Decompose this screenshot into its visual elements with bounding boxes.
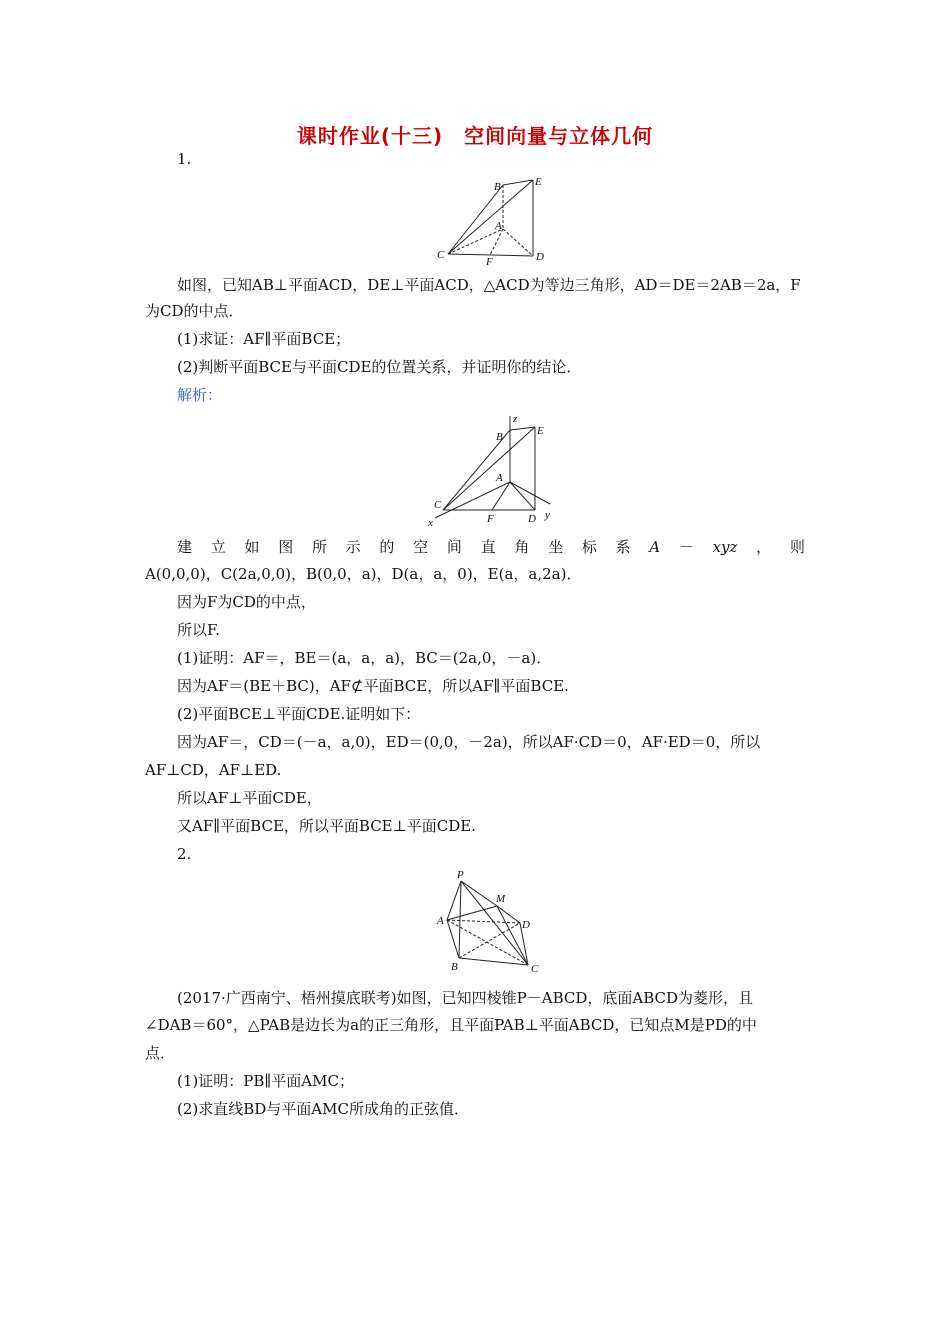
fig3-label-A: A [437, 915, 444, 927]
q1-solution-line-7: (2)平面BCE⊥平面CDE.证明如下： [177, 705, 421, 723]
question-1-number: 1. [177, 150, 192, 168]
fig2-label-B: B [496, 431, 503, 443]
fig3-label-D: D [522, 919, 530, 931]
fig1-label-A: A [495, 220, 502, 232]
figure-3 [432, 868, 547, 978]
fig2-label-x: x [428, 517, 433, 529]
q1-solution-line-4: 所以F. [177, 621, 220, 639]
question-2-number: 2. [177, 845, 192, 863]
fig2-label-z: z [513, 413, 518, 425]
fig1-label-F: F [486, 256, 493, 267]
q2-stem-line-1: (2017·广西南宁、梧州摸底联考)如图，已知四棱锥P－ABCD，底面ABCD为菱形，且 [177, 989, 754, 1007]
fig2-label-C: C [434, 499, 442, 511]
q2-part-1: (1)证明：PB∥平面AMC； [177, 1072, 354, 1090]
q1-solution-line-1: 建 立 如 图 所 示 的 空 间 直 角 坐 标 系 A － xyz ， 则 [177, 538, 805, 556]
q1-solution-line-2: A(0,0,0)，C(2a,0,0)，B(0,0，a)，D(a，a，0)，E(a，a,2a)． [145, 565, 582, 583]
fig2-label-D: D [528, 513, 536, 525]
q1-part-2: (2)判断平面BCE与平面CDE的位置关系，并证明你的结论． [177, 358, 582, 376]
analysis-label: 解析： [177, 386, 223, 404]
fig1-label-C: C [437, 249, 445, 261]
q1-solution-line-3: 因为F为CD的中点， [177, 593, 316, 611]
figure-2 [425, 410, 560, 530]
page-title: 课时作业(十三) 空间向量与立体几何 [296, 124, 654, 148]
fig3-label-M: M [496, 893, 506, 905]
fig1-label-E: E [535, 176, 542, 188]
q1-solution-line-6: 因为AF＝(BE＋BC)，AF⊄平面BCE，所以AF∥平面BCE. [177, 677, 569, 695]
q1-solution-line-5: (1)证明：AF＝，BE＝(a，a，a)，BC＝(2a,0，－a)． [177, 649, 552, 667]
q1-part-1: (1)求证：AF∥平面BCE； [177, 330, 351, 348]
q1-solution-line-10: 所以AF⊥平面CDE， [177, 789, 322, 807]
fig2-label-y: y [545, 509, 550, 521]
q2-stem-line-3: 点． [145, 1044, 176, 1062]
figure-1 [430, 172, 550, 267]
fig3-label-P: P [457, 869, 464, 881]
fig2-label-F: F [487, 513, 494, 525]
q2-part-2: (2)求直线BD与平面AMC所成角的正弦值． [177, 1100, 469, 1118]
q1-stem-line-1: 如图，已知AB⊥平面ACD，DE⊥平面ACD，△ACD为等边三角形，AD＝DE＝2AB＝2a，F [177, 276, 801, 294]
q1-solution-line-8: 因为AF＝，CD＝(－a，a,0)，ED＝(0,0，－2a)，所以AF·CD＝0，AF·ED＝0，所以 [177, 733, 761, 751]
fig2-label-E: E [537, 425, 544, 437]
fig1-label-B: B [494, 181, 501, 193]
q1-solution-line-11: 又AF∥平面BCE，所以平面BCE⊥平面CDE. [177, 817, 476, 835]
fig2-label-A: A [496, 472, 503, 484]
q2-stem-line-2: ∠DAB＝60°，△PAB是边长为a的正三角形，且平面PAB⊥平面ABCD，已知点M是PD的中 [145, 1016, 757, 1034]
fig3-label-C: C [531, 963, 539, 975]
q1-stem-line-2: 为CD的中点． [145, 302, 244, 320]
fig3-label-B: B [451, 961, 458, 973]
fig1-label-D: D [536, 251, 544, 263]
q1-solution-line-9: AF⊥CD，AF⊥ED. [145, 761, 282, 779]
